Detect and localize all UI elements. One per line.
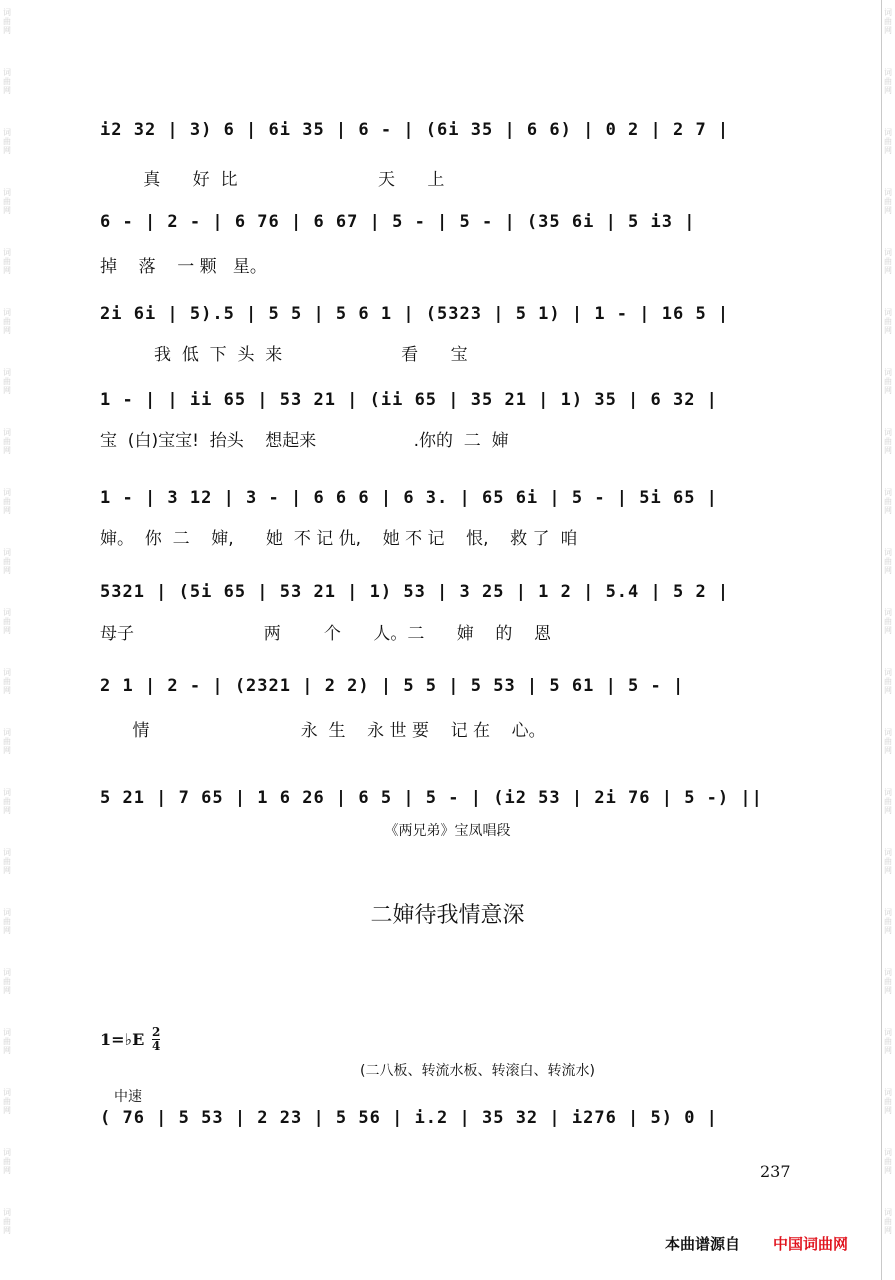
right-watermark-strip <box>881 0 895 1280</box>
watermark-mark: 词 曲 网 <box>884 428 892 455</box>
watermark-mark: 词 曲 网 <box>884 188 892 215</box>
watermark-mark: 词 曲 网 <box>3 848 11 875</box>
notation-line: 5 21 | 7 65 | 1 6 26 | 6 5 | 5 - | (i2 53 | 2i 76 | 5 -) || <box>100 788 763 808</box>
footer-site-name: 中国词曲网 <box>773 1235 849 1253</box>
watermark-mark: 词 曲 网 <box>884 728 892 755</box>
watermark-mark: 词 曲 网 <box>884 1088 892 1115</box>
lyric-line: 宝 (白)宝宝! 抬头 想起来 .你的 二 婶 <box>100 431 509 451</box>
notation-line: 2 1 | 2 - | (2321 | 2 2) | 5 5 | 5 53 | 5 61 | 5 - | <box>100 676 685 696</box>
song-subtitle: 《两兄弟》宝凤唱段 <box>384 823 511 839</box>
watermark-mark: 词 曲 网 <box>3 8 11 35</box>
watermark-mark: 词 曲 网 <box>884 908 892 935</box>
left-watermark-strip <box>0 0 14 1280</box>
watermark-mark: 词 曲 网 <box>3 248 11 275</box>
watermark-mark: 词 曲 网 <box>3 308 11 335</box>
watermark-mark: 词 曲 网 <box>884 608 892 635</box>
lyric-line: 情 永 生 永 世 要 记 在 心。 <box>100 721 546 741</box>
lyric-line: 真 好 比 天 上 <box>100 170 445 190</box>
watermark-mark: 词 曲 网 <box>884 248 892 275</box>
watermark-mark: 词 曲 网 <box>884 128 892 155</box>
time-signature-bottom: 4 <box>152 1039 161 1053</box>
footer-source-label: 本曲谱源自 <box>665 1235 741 1253</box>
watermark-mark: 词 曲 网 <box>3 908 11 935</box>
watermark-mark: 词 曲 网 <box>884 368 892 395</box>
watermark-mark: 词 曲 网 <box>3 668 11 695</box>
tempo-marking: 中速 <box>114 1089 142 1105</box>
lyric-line: 我 低 下 头 来 看 宝 <box>100 345 468 365</box>
notation-line: 2i 6i | 5).5 | 5 5 | 5 6 1 | (5323 | 5 1) | 1 - | 16 5 | <box>100 304 730 324</box>
lyric-line: 掉 落 一 颗 星。 <box>100 257 267 277</box>
watermark-mark: 词 曲 网 <box>3 1148 11 1175</box>
watermark-mark: 词 曲 网 <box>884 848 892 875</box>
notation-line: ( 76 | 5 53 | 2 23 | 5 56 | i.2 | 35 32 | i276 | 5) 0 | <box>100 1108 718 1128</box>
lyric-line: 婶。 你 二 婶, 她 不 记 仇, 她 不 记 恨, 救 了 咱 <box>100 529 578 549</box>
page-number: 237 <box>760 1162 791 1181</box>
notation-line: 6 - | 2 - | 6 76 | 6 67 | 5 - | 5 - | (35 6i | 5 i3 | <box>100 212 696 232</box>
time-signature-top: 2 <box>152 1025 161 1039</box>
watermark-mark: 词 曲 网 <box>884 548 892 575</box>
watermark-mark: 词 曲 网 <box>884 308 892 335</box>
watermark-mark: 词 曲 网 <box>3 608 11 635</box>
lyric-line: 母子 两 个 人。二 婶 的 恩 <box>100 624 551 644</box>
watermark-mark: 词 曲 网 <box>884 1148 892 1175</box>
watermark-mark: 词 曲 网 <box>884 488 892 515</box>
watermark-mark: 词 曲 网 <box>884 788 892 815</box>
watermark-mark: 词 曲 网 <box>884 1208 892 1235</box>
watermark-mark: 词 曲 网 <box>3 128 11 155</box>
watermark-mark: 词 曲 网 <box>884 68 892 95</box>
watermark-mark: 词 曲 网 <box>3 68 11 95</box>
notation-line: 1 - | | ii 65 | 53 21 | (ii 65 | 35 21 | 1) 35 | 6 32 | <box>100 390 718 410</box>
watermark-mark: 词 曲 网 <box>884 1028 892 1055</box>
watermark-mark: 词 曲 网 <box>3 548 11 575</box>
watermark-mark: 词 曲 网 <box>3 1208 11 1235</box>
watermark-mark: 词 曲 网 <box>3 788 11 815</box>
watermark-mark: 词 曲 网 <box>884 968 892 995</box>
watermark-mark: 词 曲 网 <box>3 728 11 755</box>
watermark-mark: 词 曲 网 <box>884 8 892 35</box>
notation-line: i2 32 | 3) 6 | 6i 35 | 6 - | (6i 35 | 6 6) | 0 2 | 2 7 | <box>100 120 730 140</box>
time-signature <box>152 1026 160 1053</box>
song-title: 二婶待我情意深 <box>370 903 525 928</box>
watermark-mark: 词 曲 网 <box>884 668 892 695</box>
watermark-mark: 词 曲 网 <box>3 968 11 995</box>
watermark-mark: 词 曲 网 <box>3 1028 11 1055</box>
notation-line: 1 - | 3 12 | 3 - | 6 6 6 | 6 3. | 65 6i | 5 - | 5i 65 | <box>100 488 718 508</box>
key-signature: 1=♭E <box>100 1030 145 1049</box>
watermark-mark: 词 曲 网 <box>3 1088 11 1115</box>
notation-line: 5321 | (5i 65 | 53 21 | 1) 53 | 3 25 | 1 2 | 5.4 | 5 2 | <box>100 582 730 602</box>
watermark-mark: 词 曲 网 <box>3 428 11 455</box>
watermark-mark: 词 曲 网 <box>3 188 11 215</box>
form-description: (二八板、转流水板、转滚白、转流水) <box>360 1063 595 1079</box>
watermark-mark: 词 曲 网 <box>3 368 11 395</box>
watermark-mark: 词 曲 网 <box>3 488 11 515</box>
